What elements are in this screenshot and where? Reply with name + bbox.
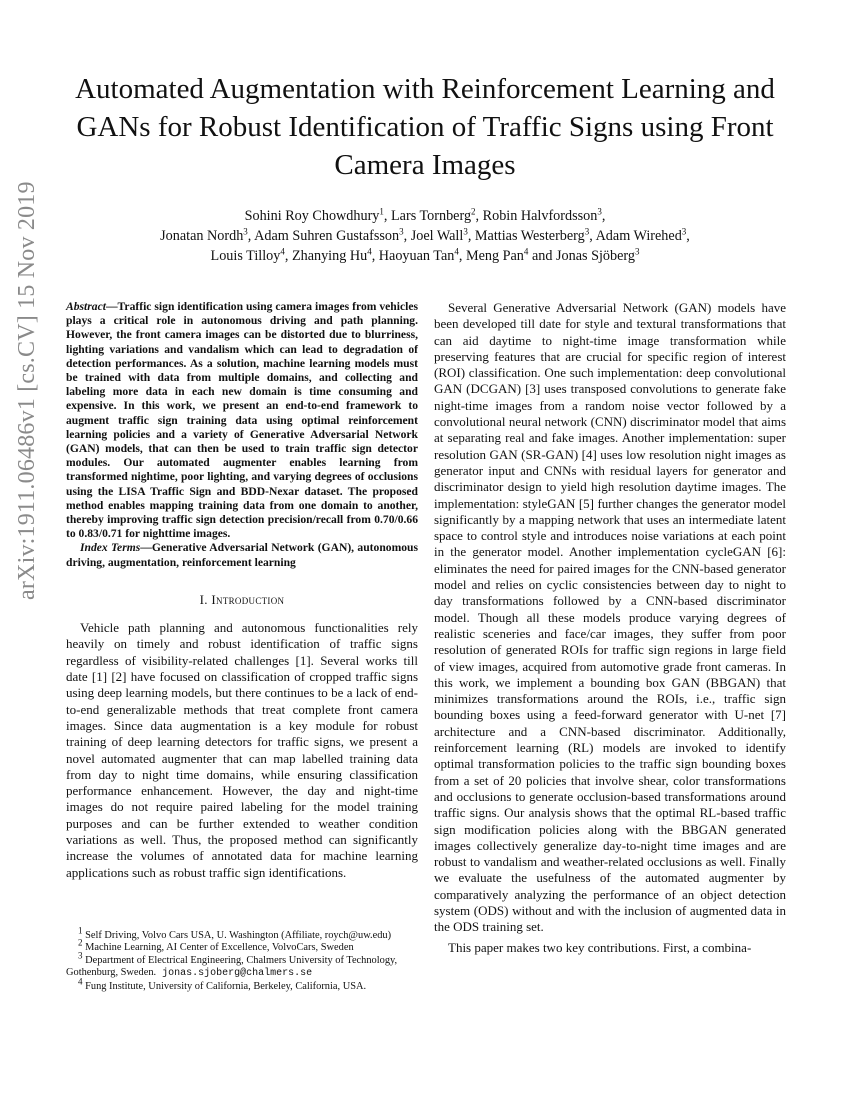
footnotes [66,925,418,993]
author-name: Adam Suhren Gustafsson [254,228,400,244]
affiliation-marker: 3 [243,226,248,237]
author-name: Louis Tilloy [210,248,281,264]
footnote-marker: 1 [78,925,83,936]
affiliation-marker: 4 [367,246,372,257]
footnote-text: Self Driving, Volvo Cars USA, U. Washington (Affiliate, roych@uw.edu) [82,930,392,941]
index-terms [66,541,418,569]
author-block [80,206,770,266]
footnote-marker: 2 [78,937,83,948]
affiliation-marker: 3 [584,226,590,237]
abstract-text: —Traffic sign identification using camera images from vehicles plays a critical role in autonomous driving and path planning. However, the front camera images can be distorted due to blurriness, lighting variations and vandalism which can lead to degradation of detection performances. As a solution, machine learning models must be trained with data from multiple domains, and collecting and labeling more data in each new domain is time consuming and expensive. In this work, we present an end-to-end framework to augment traffic sign training data using optimal reinforcement learning policies and a variety of Generative Adversarial Network (GAN) models, that can then be used to train traffic sign detector modules. Our automated augmenter enables learning from transformed nightime, poor lighting, and varying degrees of occlusions using the LISA Traffic Sign and BDD-Nexar dataset. The proposed method enables mapping training data from one domain to another, thereby improving traffic sign detection precision/recall from 0.70/0.66 to 0.83/0.71 for nighttime images. [66,300,418,541]
footnote-marker: 3 [78,950,83,961]
footnote-marker: 4 [78,976,83,987]
index-terms-text: —Generative Adversarial Network (GAN), autonomous driving, augmentation, reinforcement learning [66,541,418,569]
affiliation-marker: 3 [681,226,687,237]
footnote [66,950,418,981]
affiliation-marker: 3 [634,246,640,257]
affiliation-marker: 4 [523,246,529,257]
author-name: Jonas Sjöberg [556,248,635,264]
abstract [66,300,418,541]
right-paragraph-gan-models: Several Generative Adversarial Network (GAN) models have been developed till date for style and textural transformations that can aid daytime to night-time image transformation while preserving features that are crucial for specific region of interest (ROI) classification. One such implementation: deep convolutional GAN (DCGAN) [3] uses transposed convolutions to generate fake night-time images from a random noise vector followed by a convolutional neural network (CNN) discriminator model that aims at separating real and fake images. Another implementation: super resolution GAN (SR-GAN) [4] uses low resolution night images as generator input and CNNs with residual layers for generator and discriminator design to yield high resolution daytime images. The implementation: styleGAN [5] further changes the generator model significantly by a mapping network that uses an intermediate latent space to control style and introduces noise variations at each point in the generator model. Another implementation cycleGAN [6]: eliminates the need for paired images for the CNN-based generator model and relies on cyclic consistencies between day to night to day transformations followed by a CNN-based discriminator model. Though all these models produce varying degrees of realistic sceneries and face/car images, they suffer from poor resolution of generated ROIs for traffic sign regions in large field of view images, acquired from automotive grade front cameras. In this work, we implement a bounding box GAN (BBGAN) that minimizes transformations around the ROIs, i.e., traffic sign bounding boxes using a feed-forward generator with U-net [7] architecture and a CNN-based discriminator. Additionally, reinforcement learning (RL) models are invoked to identify optimal transformation policies to the traffic sign bounding boxes from a set of 20 policies that involve shear, color transformations and occlusions to generate occlusion-based transformations around traffic signs. Our analysis shows that the optimal RL-based traffic sign modification policies along with the BBGAN generated images collectively generalize day-to-night time images and are robust to vandalism and weather-related occlusions as well. Finally we evaluate the usefulness of the automated augmenter by comparatively analyzing the performance of an object detection system (ODS) without and with the inclusion of augmented data in the ODS training set. [434,300,786,935]
footnote [66,976,418,993]
author-line-1: Sohini Roy Chowdhury$^1$, Lars Tornberg$^2$, Robin Halvfordsson$^3$, [244,206,606,224]
footnote-email[interactable]: jonas.sjoberg@chalmers.se [156,968,313,980]
paper-title: Automated Augmentation with Reinforcement Learning and GANs for Robust Identification of Traffic Signs using Front Camera Images [75,73,775,181]
affiliation-marker: 4 [454,246,459,257]
affiliation-marker: 3 [463,226,468,237]
author-name: Sohini Roy Chowdhury [244,208,380,224]
author-name: Lars Tornberg [391,208,472,224]
footnote-text: Department of Electrical Engineering, Chalmers University of Technology, Gothenburg, Sweden. [66,954,398,979]
arxiv-id-text: arXiv:1911.06486v1 [cs.CV] 15 Nov 2019 [14,181,40,600]
author-name: Robin Halvfordsson [482,208,598,224]
author-name: Joel Wall [410,228,464,244]
affiliation-marker: 3 [399,226,404,237]
footnote-text: Machine Learning, AI Center of Excellence, VolvoCars, Sweden [82,942,354,954]
affiliation-marker: 4 [280,246,285,257]
abstract-label: Abstract [66,300,106,313]
author-name: Haoyuan Tan [378,248,455,264]
right-paragraph-contributions: This paper makes two key contributions. First, a combina- [448,939,752,955]
author-name: Zhanying Hu [291,248,368,264]
author-line-2: Jonatan Nordh$^3$, Adam Suhren Gustafsson$^3$, Joel Wall$^3$, Mattias Westerberg$^3$, Adam Wirehed$^3$, [160,226,690,244]
author-name: Jonatan Nordh [160,228,244,244]
footnote [66,937,418,954]
footnote [66,925,418,942]
left-column [66,300,418,881]
section-heading-introduction: I. Introduction [199,591,285,607]
affiliation-marker: 2 [471,206,476,217]
author-line-3: Louis Tilloy$^4$, Zhanying Hu$^4$, Haoyuan Tan$^4$, Meng Pan$^4$ and Jonas Sjöberg$^3$ [210,246,640,264]
right-column [434,300,786,956]
affiliation-marker: 1 [379,206,384,217]
footnote-text: Fung Institute, University of California, Berkeley, California, USA. [82,980,367,992]
index-terms-label: Index Terms [80,541,141,555]
author-name: Mattias Westerberg [474,228,585,244]
author-name: Adam Wirehed [595,228,682,244]
intro-paragraph: Vehicle path planning and autonomous functionalities rely heavily on timely and robust identification of traffic signs regardless of visibility-related challenges [1]. Several works till date [1] [2] have focused on classification of cropped traffic signs using deep learning models, but there continues to be a lack of end-to-end generalizable methods that treat complete front camera images. Since data augmentation is a key module for robust training of deep learning detectors for traffic signs, we present a novel automated augmenter that can map labelled training data from day to night time domains, while ensuring classification performance enhancement. However, the day and night-time images do not require paired labeling for the model training purposes and can be further extended to weather condition variations as well. Thus, the proposed method can significantly increase the volumes of annotated data for machine learning applications such as robust traffic sign identifications. [66,620,418,880]
affiliation-marker: 3 [597,206,602,217]
author-name: Meng Pan [465,248,524,264]
